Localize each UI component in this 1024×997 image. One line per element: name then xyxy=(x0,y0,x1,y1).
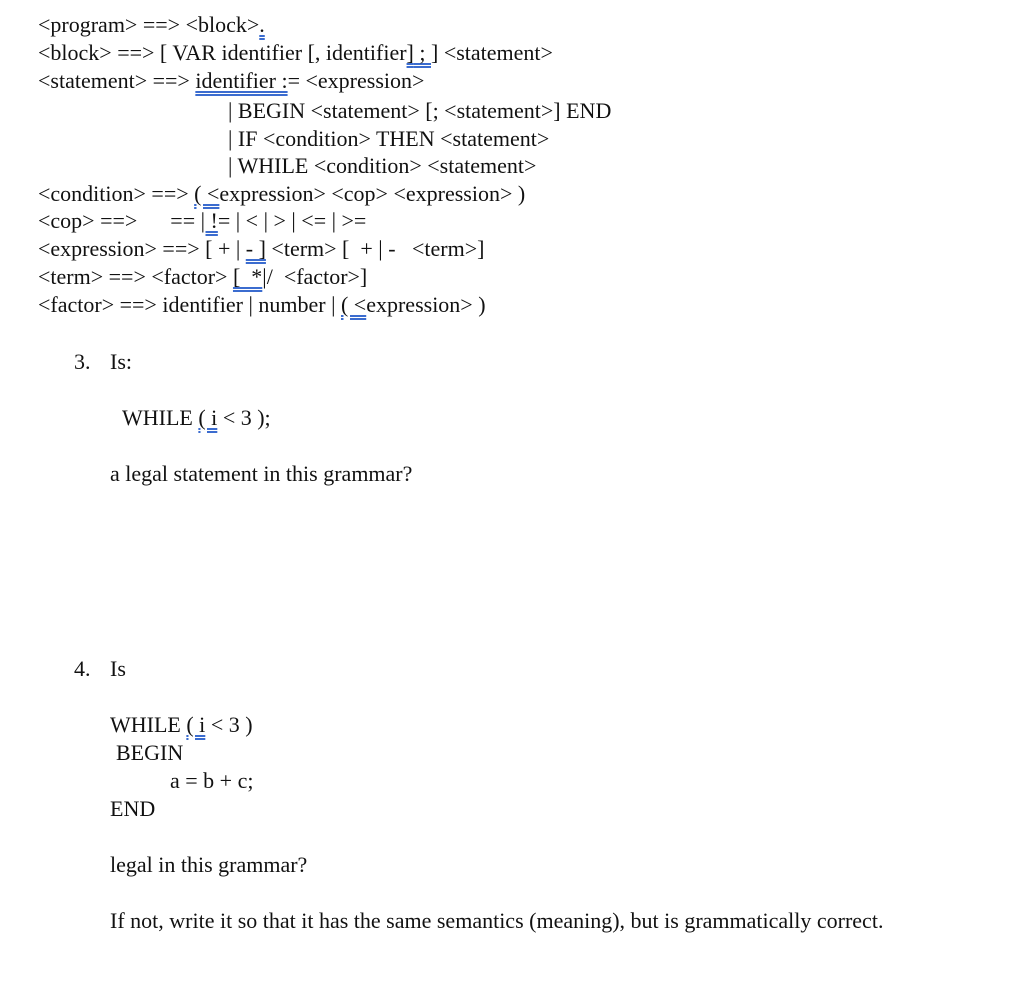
question-3-text: a legal statement in this grammar? xyxy=(110,461,413,486)
rule-factor-lhs: <factor> ==> identifier | number | xyxy=(38,292,341,317)
question-3-code-keyword: WHILE xyxy=(122,405,199,430)
rule-condition xyxy=(38,181,525,207)
question-4-code-line-1 xyxy=(110,712,253,738)
rule-statement-identifier: identifier : xyxy=(195,68,288,93)
rule-statement-if: | IF <condition> THEN <statement> xyxy=(228,126,550,151)
rule-term-lhs: <term> ==> <factor> xyxy=(38,264,233,289)
rule-factor xyxy=(38,292,486,318)
question-4-code-line-4: END xyxy=(110,796,156,821)
rule-block-tail: ] <statement> xyxy=(431,40,553,65)
question-4-heading xyxy=(74,656,126,682)
rule-expression-rhs: <term> [ + | - <term>] xyxy=(265,236,485,261)
rule-condition-rhs: expression> <cop> <expression> ) xyxy=(219,181,526,206)
rule-cop-rhs: = | < | > | <= | >= xyxy=(217,208,367,233)
rule-block xyxy=(38,40,553,66)
question-4-code-line-3: a = b + c; xyxy=(170,768,254,793)
rule-term-star: [ * xyxy=(232,264,263,289)
question-3-heading xyxy=(74,349,132,375)
rule-term-rhs: |/ <factor>] xyxy=(262,264,368,289)
question-4-text: legal in this grammar? xyxy=(110,852,308,877)
question-4-prompt: Is xyxy=(110,656,126,681)
rule-program-period: . xyxy=(259,12,265,37)
question-3-code-tail: < 3 ); xyxy=(217,405,271,430)
rule-expression-minus: - ] xyxy=(245,236,266,261)
question-4-code-keyword: WHILE xyxy=(110,712,187,737)
question-4-instruction: If not, write it so that it has the same semantics (meaning), but is grammatically correct. xyxy=(110,908,884,933)
rule-block-semicolon: ; xyxy=(413,40,431,65)
rule-block-bracket: ] xyxy=(406,40,414,65)
rule-condition-paren: ( < xyxy=(194,181,220,206)
rule-cop-not: | ! xyxy=(200,208,218,233)
question-3-code-paren: ( i xyxy=(198,405,218,430)
rule-program-text: <program> ==> <block> xyxy=(38,12,260,37)
rule-block-text: <block> ==> [ VAR identifier [, identifier xyxy=(38,40,407,65)
rule-condition-lhs: <condition> ==> xyxy=(38,181,195,206)
question-4-number: 4. xyxy=(74,656,91,681)
rule-cop-lhs: <cop> ==> == xyxy=(38,208,201,233)
question-3-prompt: Is: xyxy=(110,349,132,374)
rule-program xyxy=(38,12,265,38)
rule-expression xyxy=(38,236,484,262)
rule-expression-lhs: <expression> ==> [ + | xyxy=(38,236,246,261)
rule-statement xyxy=(38,68,424,94)
rule-statement-lhs: <statement> ==> xyxy=(38,68,196,93)
rule-statement-while: | WHILE <condition> <statement> xyxy=(228,153,537,178)
question-4-code-line-2: BEGIN xyxy=(116,740,184,765)
question-3-code xyxy=(122,405,271,431)
rule-statement-begin: | BEGIN <statement> [; <statement>] END xyxy=(228,98,612,123)
rule-cop xyxy=(38,208,366,234)
rule-factor-rhs: expression> ) xyxy=(366,292,486,317)
rule-factor-paren: ( < xyxy=(340,292,367,317)
question-4-code-tail: < 3 ) xyxy=(205,712,253,737)
question-4-code-paren: ( i xyxy=(186,712,206,737)
rule-statement-rhs: = <expression> xyxy=(287,68,425,93)
question-3-number: 3. xyxy=(74,349,91,374)
rule-term xyxy=(38,264,367,290)
